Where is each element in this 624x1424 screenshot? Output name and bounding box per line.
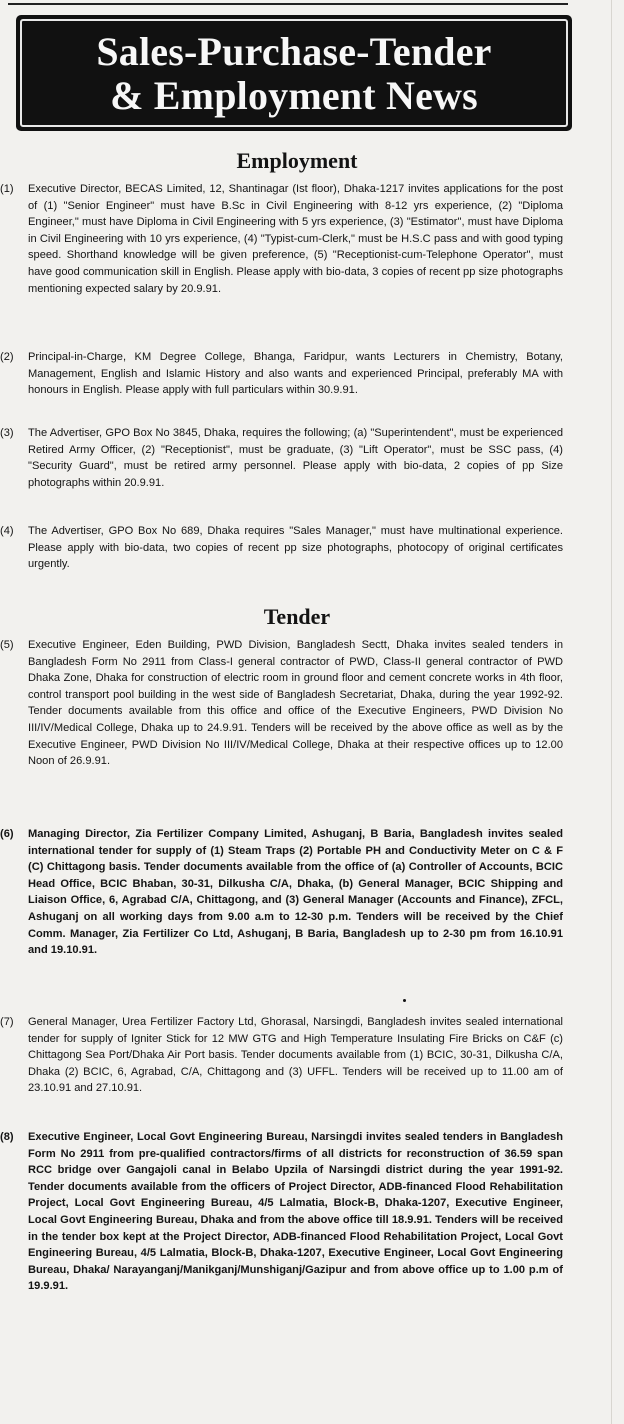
item-number: (8): [0, 1131, 14, 1143]
item-number: (4): [0, 525, 14, 537]
item-number: (1): [0, 183, 14, 195]
tender-item-7: [0, 1014, 563, 1097]
tender-item-6: [0, 826, 563, 959]
employment-item-4: [0, 523, 563, 573]
tender-item-5: [0, 637, 563, 770]
tender-item-8: [0, 1129, 563, 1295]
item-number: (5): [0, 639, 14, 651]
item-number: (2): [0, 351, 14, 363]
employment-item-2: [0, 349, 563, 399]
masthead-title: [20, 19, 568, 127]
item-text: Managing Director, Zia Fertilizer Company Limited, Ashuganj, B Baria, Bangladesh invites sealed international tender for supply of (1) Steam Traps (2) Portable PH and Conductivity Meter on C & F (C) Chittagong basis. Tender documents available from the office of (a) Controller of Accounts, BCIC Head Office, BCIC Bhaban, 30-31, Dilkusha C/A, Dhaka, (b) General Manager, BCIC Shipping and Liaison Office, 6, Agrabad C/A, Chittagong, and (3) General Manager (Accounts and Finance), ZFCL, Ashuganj on all working days from 9.00 a.m to 12-30 p.m. Tenders will be received by the Chief Comm. Manager, Zia Fertilizer Co Ltd, Ashuganj, B Baria, Bangladesh up to 2-30 pm from 16.10.91 and 19.10.91.: [28, 828, 563, 957]
top-rule: [8, 3, 568, 5]
employment-item-3: [0, 425, 563, 491]
section-heading-employment: Employment: [236, 148, 358, 173]
item-number: (6): [0, 828, 14, 840]
item-text: Executive Engineer, Local Govt Engineering Bureau, Narsingdi invites sealed tenders in Bangladesh Form No 2911 from pre-qualified contractors/firms of all districts for reconstruction of 36.59 span RCC bridge over Gangajoli canal in Belabo Upzila of Narsingdi district during the year 1991-92. Tender documents available from the officers of Project Director, ADB-financed Flood Rehabilitation Project, Local Govt Engineering Bureau, 4/5 Lalmatia, Block-B, Dhaka-1207, Executive Engineer, Local Govt Engineering Bureau, Dhaka and from the above office till 18.9.91. Tenders will be received in the tender box kept at the Project Director, ADB-financed Flood Rehabilitation Project, Local Govt Engineering Bureau, 4/5 Lalmatia, Block-B, Dhaka-1207, Executive Engineer, Local Govt Engineering Bureau, Dhaka/ Narayanganj/Manikganj/Munshiganj/Gazipur and from above office up to 1.00 p.m of 19.9.91.: [28, 1131, 563, 1293]
item-text: Executive Director, BECAS Limited, 12, Shantinagar (Ist floor), Dhaka-1217 invites applications for the post of (1) "Senior Engineer" must have B.Sc in Civil Engineering with 8-12 yrs experience, (2) "Diploma Engineer," must have Diploma in Civil Engineering with 5 yrs experience, (3) "Estimator", must have Diploma in Civil Engineering with 10 yrs experience, (4) "Typist-cum-Clerk," must be H.S.C pass and with good typing speed. Shorthand knowledge will be given preference, (5) "Receptionist-cum-Telephone Operator", must have good communication skill in English. Please apply with bio-data, 3 copies of recent pp size photographs mentioning expected salary by 20.9.91.: [28, 183, 563, 295]
item-text: Executive Engineer, Eden Building, PWD Division, Bangladesh Sectt, Dhaka invites sealed tenders in Bangladesh Form No 2911 from Class-I general contractor of PWD, Class-II general contractor of PWD Dhaka Zone, Dhaka for construction of electric room in ground floor and cement concrete works in 4th floor, control transport pool building in the west side of Bangladesh Secretariat, Dhaka, during the year 1992-92. Tender documents available from this office and office of the Executive Engineers, PWD Division No III/IV/Medical College, Dhaka up to 24.9.91. Tenders will be received by the above office as well as by the Executive Engineer, PWD Division No III/IV/Medical College, Dhaka at their respective offices up to 12.00 Noon of 26.9.91.: [28, 639, 563, 768]
item-number: (7): [0, 1016, 14, 1028]
masthead: [16, 15, 572, 131]
item-text: Principal-in-Charge, KM Degree College, Bhanga, Faridpur, wants Lecturers in Chemistry, Botany, Management, English and Islamic History and also wants and experienced Principal, preferably MA with honours in English. Please apply with full particulars within 30.9.91.: [28, 351, 563, 397]
item-text: General Manager, Urea Fertilizer Factory Ltd, Ghorasal, Narsingdi, Bangladesh invites sealed international tender for supply of Igniter Stick for 12 MW GTG and High Temperature Insulating Fire Bricks on C&F (c) Chittagong Sea Port/Dhaka Air Port basis. Tender documents available from (1) BCIC, 30-31, Dilkusha C/A, Dhaka (2) BCIC, 6, Agrabad, C/A, Chittagong and (3) UFFL. Tenders will be received up to 11.00 am of 23.10.91 and 27.10.91.: [28, 1016, 563, 1095]
employment-item-1: [0, 181, 563, 297]
item-text: The Advertiser, GPO Box No 689, Dhaka requires "Sales Manager," must have multinational experience. Please apply with bio-data, two copies of recent pp size photographs, photocopy of original certificates urgently.: [28, 525, 563, 571]
masthead-line-2: & Employment News: [110, 73, 478, 118]
column-edge: [611, 0, 612, 1424]
masthead-line-1: Sales-Purchase-Tender: [96, 29, 492, 74]
item-number: (3): [0, 427, 14, 439]
section-heading-tender: Tender: [263, 604, 331, 629]
item-text: The Advertiser, GPO Box No 3845, Dhaka, requires the following; (a) "Superintendent", must be experienced Retired Army Officer, (2) "Receptionist", must be graduate, (3) "Lift Operator", must be SSC pass, (4) "Security Guard", must be retired army personnel. Please apply with bio-data, 2 copies of pp Size photographs within 20.9.91.: [28, 427, 563, 489]
print-speck: [403, 999, 406, 1002]
